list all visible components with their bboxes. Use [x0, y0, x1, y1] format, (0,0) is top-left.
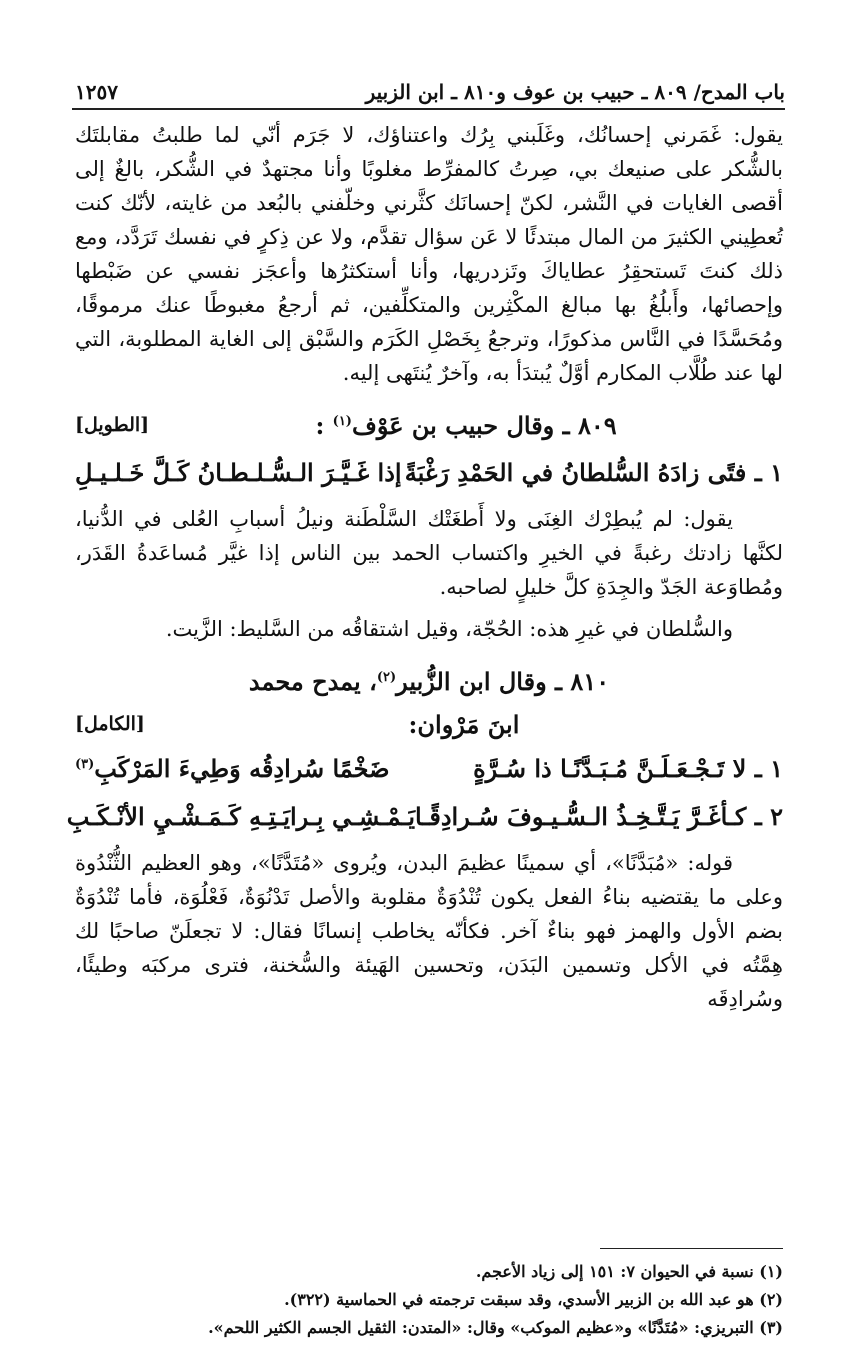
section-809-title: ٨٠٩ ـ وقال حبيب بن عَوْف [351, 410, 617, 440]
verse-hemistich-1 [405, 458, 783, 487]
section-810-title-wrap [75, 667, 783, 696]
section-810-title-rest: ، يمدح محمد [248, 666, 377, 696]
footnote-ref-2: (٢) [376, 669, 397, 685]
verse-text: كـأغَـرَّ يَـتَّـخِـذُ الـسُّـيـوفَ سُـرادِقًـا [415, 801, 747, 831]
section-810-heading [75, 658, 783, 704]
section-810-subtitle: ابنَ مَرْوان: [408, 709, 520, 739]
header-rule [72, 108, 785, 110]
meter-label-tawil: [الطويل] [75, 414, 150, 436]
verse-number: ١ ـ [754, 753, 783, 783]
page-number: ١٢٥٧ [75, 80, 118, 104]
verse-hemistich-2: إذا غَـيَّـرَ الـسُّـلـطـانُ كَـلَّ خَـلـيـلِ [75, 457, 402, 487]
footnote-ref-1: (١) [332, 413, 352, 429]
section-810-subheading [75, 704, 783, 744]
section-809-note: والسُّلطان في غيرِ هذه: الحُجّة، وقيل اشتقاقُه من السَّليط: الزَّيت. [165, 617, 733, 641]
footnote-2: (٢) هو عبد الله بن الزبير الأسدي، وقد سبقت ترجمته في الحماسية (٣٢٢). [284, 1290, 783, 1309]
section-809-colon: : [315, 410, 325, 440]
running-title: باب المدح/ ٨٠٩ ـ حبيب بن عوف و٨١٠ ـ ابن الزبير [365, 80, 785, 104]
verse-number: ٢ ـ [754, 801, 783, 831]
footnote-1: (١) نسبة في الحيوان ٧: ١٥١ إلى زياد الأعجم. [475, 1262, 783, 1281]
verse-hemistich-2: يَـمْـشِـي بِـرايَـتِـهِ كَـمَـشْـيِ الأنْـكَـبِ [66, 801, 416, 831]
footnote-3: (٣) التبريزي: «مُتَدَّنًا» و«عظيم الموكب» وقال: «المتدن: الثقيل الجسم الكثير اللحم». [208, 1318, 783, 1337]
verse-810-1 [75, 744, 783, 792]
verse-hemistich-1 [473, 754, 783, 783]
verse-text: ضَخْمًا سُرادِقُه وَطِيءَ المَرْكَبِ [94, 753, 390, 783]
verse-809-1 [75, 448, 783, 496]
verse-text: فتًى زادَهُ السُّلطانُ في الحَمْدِ رَغْبَةً [404, 457, 747, 487]
verse-text: لا تَـجْـعَـلَـنَّ مُـبَـدَّنًـا ذا سُـرَّةٍ [473, 753, 747, 783]
footnote-rule [600, 1248, 783, 1249]
meter-label-kamil: [الكامل] [75, 713, 145, 735]
verse-810-2 [66, 792, 783, 840]
section-809-heading [75, 402, 783, 448]
section-809-commentary: يقول: لم يُبطِرْك الغِنَى ولا أَطغَتْك السَّلْطَنة ونيلُ أسبابِ العُلى في الدُّنيا، لكنَّها زادتك رغبةً في الخيرِ واكتساب الحمد بين الناس إذا غيَّر مُساعَدةُ القَدَر، ومُطاوَعة الجَدّ والجِدَةِ كلَّ خليلٍ لصاحبه. [75, 507, 783, 599]
verse-number: ١ ـ [754, 457, 783, 487]
section-810-title: ٨١٠ ـ وقال ابن الزُّبير [396, 666, 610, 696]
verse-hemistich-2 [75, 754, 390, 783]
page-body [66, 118, 783, 1016]
verse-hemistich-1 [415, 802, 783, 831]
section-810-commentary: قوله: «مُبَدَّنًا»، أي سمينًا عظيمَ البدن، ويُروى «مُتَدَّنًا»، وهو العظيم الثُّنْدُوة وعلى ما يقتضيه بناءُ الفعل يكون تُنْدُوَةٌ مقلوبة والأصل تَدْنُوَةٌ، فَعْلُوَة، فأما تُنْدُوَةٌ بضم الأول والهمز فهو بناءٌ آخر. فكأنّه يخاطب إنسانًا فقال: لا تجعلَنّ صاحبًا لك هِمَّتُه في الأكل وتسمين البَدَن، وتحسين الهَيئة والسُّخنة، فترى مركبَه وطيئًا، وسُرادِقَه [75, 851, 783, 1011]
intro-paragraph: يقول: غَمَرني إحسانُك، وغَلَبني بِرُك واعتناؤك، لا جَرَم أنّي لما طلبتُ مقابلتَك بالشُّكر على صنيعك بي، صِرتُ كالمفرِّط مغلوبًا وأنا مجتهدٌ في الشُّكر، بالغٌ إلى أقصى الغايات في النَّشر، لكنّ إحسانَك كثَّرني وخلّفني بالبُعد من غايته، لأنّك كنت تُعطِيني الكثيرَ من المال مبتدئًا لا عَن سؤال تقدَّم، ولا عن ذِكرٍ في نفسك تَرَدَّد، ومع ذلك كنتَ تَستحقِرُ عطاياكَ وتَزدريها، وأنا أستكثرُها وأعجَز نفسي عن ضَبْطها وإحصائها، وأَبلُغُ بها مبالغ المكْثِرين والمتكلِّفين، ثم أرجعُ مغبوطًا عنك مرموقًا، ومُحَسَّدًا في النَّاس مذكورًا، وترجعُ بِخَصْلِ الكَرَم والسَّبْق إلى الغاية المطلوبة، التي لها عند طُلَّاب المكارم أوَّلٌ يُبتدَأ به، وآخرٌ يُنتَهى إليه. [75, 123, 783, 385]
footnotes [75, 1258, 783, 1342]
section-809-title-wrap [149, 411, 783, 440]
footnote-ref-3: (٣) [75, 756, 95, 772]
page-header [75, 72, 785, 104]
